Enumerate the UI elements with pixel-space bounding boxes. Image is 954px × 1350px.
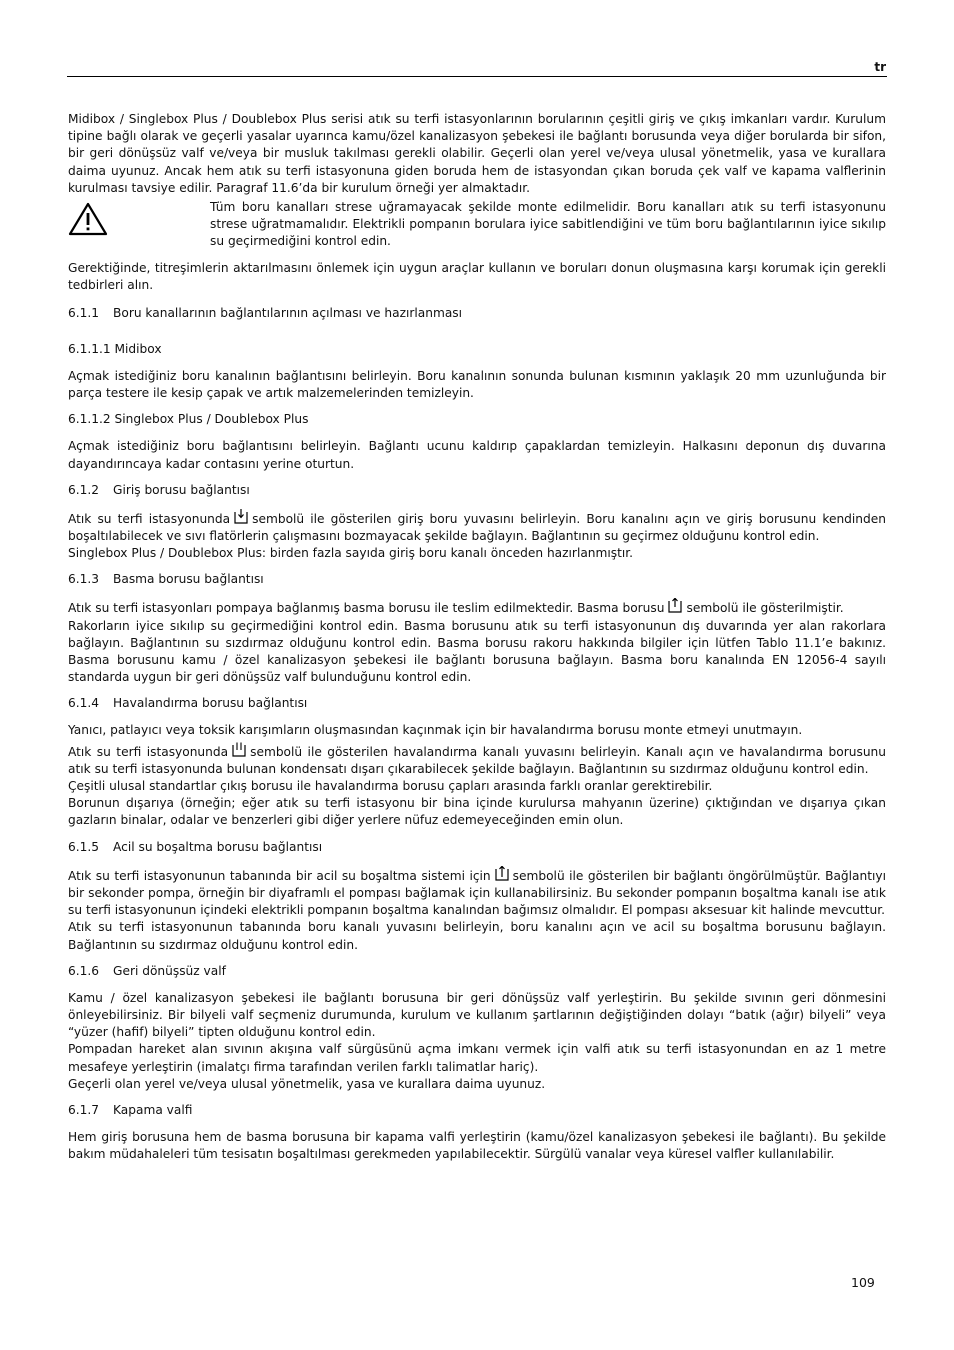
section-6-1-2-note: Singlebox Plus / Doublebox Plus: birden fazla sayıda giriş boru kanalı önceden hazırlanmıştır.	[68, 546, 634, 561]
section-6-1-3-text-2: Rakorların iyice sıkılıp su geçirmediğini kontrol edin. Basma borusunu atık su terfi istasyonunun dış duvarında yer alan rakorlara bağlayın. Bağlantının su sızdırmaz olduğunu kontrol edin. Basma borusu rakoru hakkında bilgiler için lütfen Tablo 11.1’e bakınız. Basma borusunu kamu / özel kanalizasyon şebekesi ile bağlantı borusuna bağlayın. Basma boru kanalında EN 12056-4 sayılı standarda uygun bir geri dönüşsüz valf bulunduğunu kontrol edin.	[68, 618, 886, 685]
warning-text: Tüm boru kanalları strese uğramayacak şekilde monte edilmelidir. Boru kanalları atık su terfi istasyonunu strese uğratmamalıdır. Elektrikli pompanın borulara iyice sabitlendiğini ve tüm boru bağlantılarının iyice sıkılıp su geçirmediğini kontrol edin.	[210, 200, 886, 249]
section-title: Acil su boşaltma borusu bağlantısı	[113, 839, 323, 854]
section-6-1-4-text-1: Yanıcı, patlayıcı veya toksik karışımların oluşmasından kaçınmak için bir havalandırma borusu monte etmeyi unutmayın.	[68, 723, 803, 738]
section-6-1-4-text-2	[68, 742, 886, 778]
section-number: 6.1.1	[68, 306, 100, 321]
section-number: 6.1.6	[68, 963, 100, 978]
section-title: Basma borusu bağlantısı	[113, 572, 264, 587]
section-6-1-1-1-heading: 6.1.1.1 Midibox	[68, 342, 162, 357]
section-6-1-6-heading	[68, 963, 886, 980]
text-run: Atık su terfi istasyonunda	[68, 511, 231, 526]
section-6-1-3-heading	[68, 571, 886, 588]
text-run: Atık su terfi istasyonunda	[68, 744, 229, 759]
text-run: sembolü ile gösterilen bir bağlantı öngörülmüştür. Bağlantıyı bir sekonder pompa, örneğin bir diyaframlı el pompası bağlamak için kullanabilirsiniz. Bu sekonder pompanın boşaltma kanalı ise atık su terfi istasyonunun içindeki elektrikli pompanın boşaltma kanalından bağımsız olmalıdır. El pompası aksesuar kit halinde mevcuttur.	[68, 868, 886, 918]
section-6-1-6-text-1: Kamu / özel kanalizasyon şebekesi ile bağlantı borusuna bir geri dönüşsüz valf yerleştirin. Bu şekilde sıvının geri dönmesini önleyebilirsiniz. Bir bilyeli valf seçmeniz durumunda, kurulum ve kullanım şartlarının değiştiğinden dolayı “batık (ağır) bilyeli” veya “yüzer (hafif) bilyeli” tipten olduğunu kontrol edin.	[68, 990, 886, 1040]
intro-paragraph-2: Gerektiğinde, titreşimlerin aktarılmasını önlemek için uygun araçlar kullanın ve boruları donun oluşmasına karşı korumak için gerekli tedbirleri alın.	[68, 260, 886, 292]
section-6-1-4-text-4: Borunun dışarıya (örneğin; eğer atık su terfi istasyonu bir bina içinde kurulursa mahyanın üzerine) çıktığından ve dışarıya çıkan gazların binalar, odalar ve benzerleri gibi diğer yerlere nüfuz edemeyeceğinden emin olun.	[68, 796, 886, 828]
section-6-1-5-text-1	[68, 866, 886, 920]
page-content	[68, 111, 886, 1163]
section-title: Geri dönüşsüz valf	[113, 963, 226, 978]
section-6-1-7-text: Hem giriş borusuna hem de basma borusuna bir kapama valfi yerleştirin (kamu/özel kanalizasyon şebekesi ile bağlantı). Bu şekilde bakım müdahaleleri tüm tesisatın boşaltılması gerekmeden yapılabilecektir. Sürgülü vanalar veya küresel valfler kullanılabilir.	[68, 1129, 886, 1162]
discharge-symbol-icon	[667, 598, 683, 613]
section-number: 6.1.7	[68, 1102, 100, 1117]
text-run: Atık su terfi istasyonları pompaya bağlanmış basma borusu ile teslim edilmektedir. Basma borusu	[68, 601, 665, 616]
emergency-drain-symbol-icon	[494, 866, 510, 881]
section-6-1-4-heading	[68, 695, 886, 712]
section-6-1-2-heading	[68, 482, 886, 499]
section-6-1-7-heading	[68, 1102, 886, 1119]
section-6-1-5-text-2: Atık su terfi istasyonunun tabanında boru kanalı yuvasını belirleyin, boru kanalını açın ve acil su boşaltma borusunu bağlayın. Bağlantının su sızdırmaz olduğunu kontrol edin.	[68, 920, 886, 952]
section-6-1-1-heading	[68, 305, 886, 322]
section-title: Kapama valfi	[113, 1102, 193, 1117]
section-title: Havalandırma borusu bağlantısı	[113, 696, 308, 711]
section-number: 6.1.5	[68, 839, 100, 854]
section-title: Boru kanallarının bağlantılarının açılması ve hazırlanması	[113, 306, 463, 321]
warning-triangle-icon	[68, 199, 210, 251]
section-6-1-1-1-text: Açmak istediğiniz boru kanalının bağlantısını belirleyin. Boru kanalının sonunda bulunan kısmının yaklaşık 20 mm uzunluğunda bir parça testere ile kesip çapak ve artık malzemelerinden temizleyin.	[68, 369, 886, 401]
language-code: tr	[874, 60, 886, 74]
section-title: Giriş borusu bağlantısı	[113, 482, 250, 497]
inlet-symbol-icon	[233, 509, 249, 524]
section-6-1-1-2-text: Açmak istediğiniz boru bağlantısını belirleyin. Bağlantı ucunu kaldırıp çapaklardan temizleyin. Halkasını deponun dış duvarına dayandırıncaya kadar contasını yerine oturtun.	[68, 439, 886, 471]
section-number: 6.1.2	[68, 482, 100, 497]
warning-block	[68, 199, 886, 251]
section-number: 6.1.4	[68, 696, 100, 711]
intro-paragraph: Midibox / Singlebox Plus / Doublebox Plus serisi atık su terfi istasyonlarının borularının çeşitli giriş ve çıkış imkanları vardır. Kurulum tipine bağlı olarak ve geçerli yasalar uyarınca kamu/özel kanalizasyon şebekesi ile bağlantı borusunda veya diğer borularda bir sifon, bir geri dönüşsüz valf ve/veya bir musluk takılması gerekli olabilir. Geçerli olan yerel ve/veya ulusal yönetmelik, yasa ve kurallara daima uyunuz. Ancak hem atık su terfi istasyonuna giden boruda hem de istasyondan çıkan boruda çek valf ve kapama valflerinin kurulması tavsiye edilir. Paragraf 11.6’da bir kurulum örneği yer almaktadır.	[68, 112, 886, 195]
text-run: sembolü ile gösterilmiştir.	[686, 601, 844, 616]
section-6-1-6-text-2: Pompadan hareket alan sıvının akışına valf sürgüsünü açma imkanı vermek için valfi atık su terfi istasyonundan en az 1 metre mesafeye yerleştirin (imalatçı firma tarafından verilen farklı talimatlar hariç).	[68, 1042, 886, 1074]
header-rule	[67, 76, 887, 77]
section-6-1-5-heading	[68, 839, 886, 856]
section-number: 6.1.3	[68, 572, 100, 587]
section-6-1-1-2-heading: 6.1.1.2 Singlebox Plus / Doublebox Plus	[68, 412, 309, 427]
vent-symbol-icon	[231, 742, 247, 757]
text-run: Atık su terfi istasyonunun tabanında bir acil su boşaltma sistemi için	[68, 868, 491, 883]
section-6-1-6-text-3: Geçerli olan yerel ve/veya ulusal yönetmelik, yasa ve kurallara daima uyunuz.	[68, 1076, 546, 1091]
section-6-1-2-text	[68, 509, 886, 545]
text-run: sembolü ile gösterilen havalandırma kanalı yuvasını belirleyin. Kanalı açın ve havalandırma borusunu atık su terfi istasyonunda bulunan kondensatı dışarı çıkarabilecek şekilde bağlayın. Bağlantının su sızdırmaz olduğunu kontrol edin.	[68, 744, 886, 776]
section-6-1-3-text	[68, 598, 886, 617]
text-run: sembolü ile gösterilen giriş boru yuvasını belirleyin. Boru kanalını açın ve giriş borusunu kendinden boşaltılabilecek ve sıvı flatörlerin çalışmasını bozmayacak şekilde bağlayın. Bağlantının su geçirmez olduğunu kontrol edin.	[68, 511, 886, 544]
section-6-1-4-text-3: Çeşitli ulusal standartlar çıkış borusu ile havalandırma borusu çapları arasında farklı oranlar gerektirebilir.	[68, 779, 713, 794]
page-number: 109	[851, 1275, 875, 1290]
